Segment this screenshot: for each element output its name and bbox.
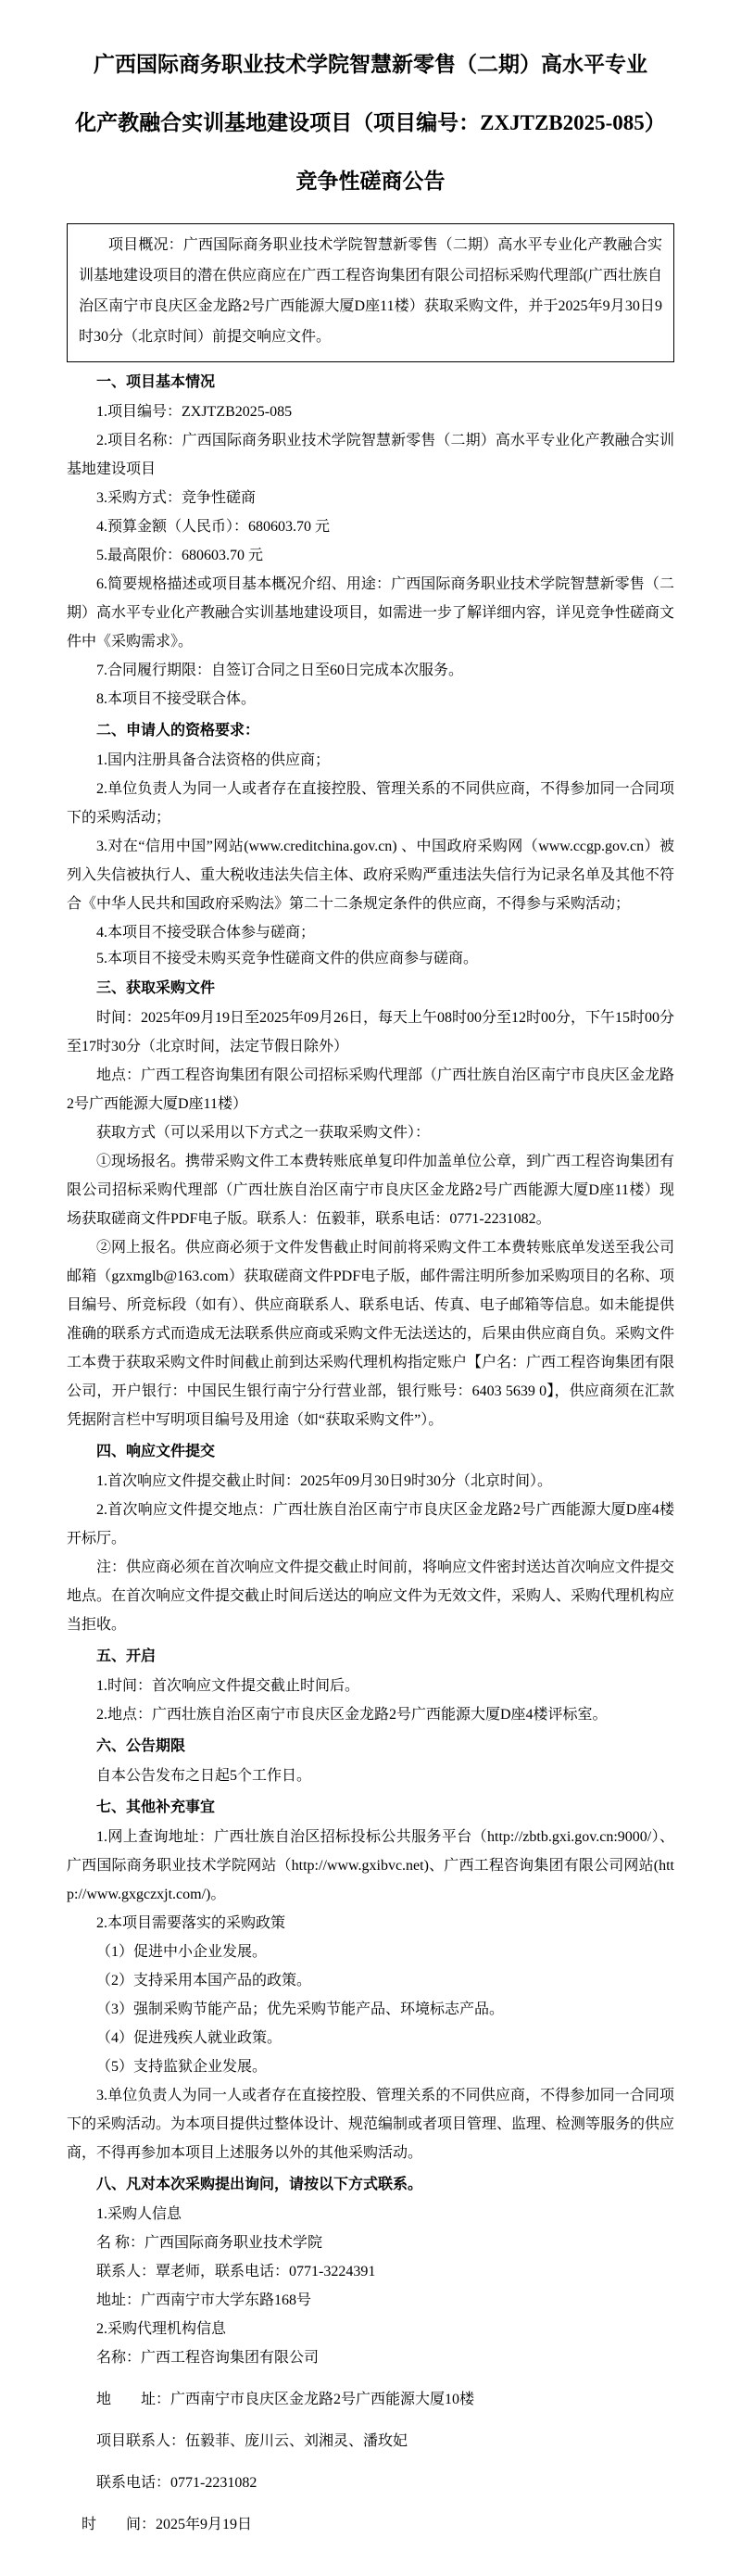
paragraph: （1）促进中小企业发展。 (96, 1944, 268, 1960)
section-heading: 七、其他补充事宜 (96, 1799, 216, 1815)
paragraph: 2.采购代理机构信息 (96, 2321, 227, 2337)
paragraph: ①现场报名。携带采购文件工本费转账底单复印件加盖单位公章，到广西工程咨询集团有限公司招标采购代理部（广西壮族自治区南宁市良庆区金龙路2号广西能源大厦D座11楼）现场获取磋商文件PDF电子版。联系人：伍毅菲，联系电话：0771-2231082。 (67, 1154, 675, 1227)
paragraph: （3）强制采购节能产品；优先采购节能产品、环境标志产品。 (96, 2001, 505, 2017)
paragraph: （2）支持采用本国产品的政策。 (96, 1973, 312, 1989)
paragraph: 注：供应商必须在首次响应文件提交截止时间前，将响应文件密封送达首次响应文件提交地点。在首次响应文件提交截止时间后送达的响应文件为无效文件，采购人、采购代理机构应当拒收。 (67, 1559, 675, 1633)
section-heading: 五、开启 (96, 1648, 157, 1664)
paragraph: 2.首次响应文件提交地点：广西壮族自治区南宁市良庆区金龙路2号广西能源大厦D座4楼开标厅。 (67, 1502, 674, 1547)
page-title-line-2: 化产教融合实训基地建设项目（项目编号：ZXJTZB2025-085） (75, 111, 666, 134)
page-title-line-1: 广西国际商务职业技术学院智慧新零售（二期）高水平专业 (94, 53, 647, 76)
project-overview-box (67, 223, 674, 362)
paragraph: 2.地点：广西壮族自治区南宁市良庆区金龙路2号广西能源大厦D座4楼评标室。 (96, 1707, 608, 1723)
page-title (67, 35, 674, 210)
section-heading: 八、凡对本次采购提出询问，请按以下方式联系。 (96, 2177, 423, 2192)
paragraph: 1.网上查询地址：广西壮族自治区招标投标公共服务平台（http://zbtb.gxi.gov.cn:9000/）、广西国际商务职业技术学院网站（http://www.gxibvc.net)、广西工程咨询集团有限公司网站(http://www.gxgczxjt.com/)。 (67, 1829, 674, 1902)
section-heading: 二、申请人的资格要求： (96, 723, 260, 739)
paragraph: 1.首次响应文件提交截止时间：2025年09月30日9时30分（北京时间）。 (96, 1473, 553, 1489)
paragraph: 名 称：广西国际商务职业技术学院 (96, 2235, 323, 2251)
paragraph: 2.本项目需要落实的采购政策 (96, 1915, 286, 1931)
paragraph: 4.本项目不接受联合体参与磋商； (96, 925, 316, 941)
project-overview-text: 项目概况：广西国际商务职业技术学院智慧新零售（二期）高水平专业化产教融合实训基地建设项目的潜在供应商应在广西工程咨询集团有限公司招标采购代理部(广西壮族自治区南宁市良庆区金龙路2号广西能源大厦D座11楼）获取采购文件，并于2025年9月30日9时30分（北京时间）前提交响应文件。 (79, 237, 662, 345)
paragraph: 自本公告发布之日起5个工作日。 (96, 1768, 312, 1784)
paragraph: 2.项目名称：广西国际商务职业技术学院智慧新零售（二期）高水平专业化产教融合实训基地建设项目 (67, 433, 674, 477)
paragraph: 地 址：广西南宁市良庆区金龙路2号广西能源大厦10楼 (96, 2392, 475, 2407)
paragraph: 项目联系人：伍毅菲、庞川云、刘湘灵、潘玫妃 (96, 2433, 408, 2449)
paragraph: 1.项目编号：ZXJTZB2025-085 (96, 404, 293, 420)
paragraph: 联系人：覃老师，联系电话：0771-3224391 (96, 2264, 376, 2279)
page-title-line-3: 竞争性磋商公告 (295, 170, 446, 193)
paragraph: （5）支持监狱企业发展。 (96, 2059, 268, 2075)
section-heading: 三、获取采购文件 (96, 980, 216, 996)
paragraph: ②网上报名。供应商必须于文件发售截止时间前将采购文件工本费转账底单发送至我公司邮箱（gzxmglb@163.com）获取磋商文件PDF电子版，邮件需注明所参加采购项目的名称、项目编号、所竞标段（如有）、供应商联系人、联系电话、传真、电子邮箱等信息。如未能提供准确的联系方式而造成无法联系供应商或采购文件无法送达的，后果由供应商自负。采购文件工本费于获取采购文件时间截止前到达采购代理机构指定账户【户名：广西工程咨询集团有限公司，开户银行：中国民生银行南宁分行营业部，银行账号：6403 5639 0】，供应商须在汇款凭据附言栏中写明项目编号及用途（如“获取采购文件”）。 (67, 1240, 675, 1428)
section-heading: 四、响应文件提交 (96, 1444, 216, 1459)
paragraph: 获取方式（可以采用以下方式之一获取采购文件）： (96, 1125, 431, 1141)
paragraph: 地址：广西南宁市大学东路168号 (96, 2292, 312, 2308)
section-heading: 一、项目基本情况 (96, 374, 216, 390)
paragraph: 5.最高限价：680603.70 元 (96, 548, 264, 563)
paragraph: 6.简要规格描述或项目基本概况介绍、用途：广西国际商务职业技术学院智慧新零售（二期）高水平专业化产教融合实训基地建设项目，如需进一步了解详细内容，详见竞争性磋商文件中《采购需求》。 (67, 576, 675, 650)
paragraph: 3.单位负责人为同一人或者存在直接控股、管理关系的不同供应商，不得参加同一合同项下的采购活动。为本项目提供过整体设计、规范编制或者项目管理、监理、检测等服务的供应商，不得再参加本项目上述服务以外的其他采购活动。 (67, 2088, 675, 2161)
paragraph: 时间：2025年09月19日至2025年09月26日，每天上午08时00分至12时00分，下午15时00分至17时30分（北京时间，法定节假日除外） (67, 1010, 675, 1054)
section-heading: 六、公告期限 (96, 1738, 186, 1754)
paragraph: 3.采购方式：竞争性磋商 (96, 490, 257, 506)
paragraph: 2.单位负责人为同一人或者存在直接控股、管理关系的不同供应商，不得参加同一合同项下的采购活动； (67, 781, 674, 826)
paragraph: 地点：广西工程咨询集团有限公司招标采购代理部（广西壮族自治区南宁市良庆区金龙路2号广西能源大厦D座11楼） (67, 1067, 675, 1112)
paragraph: 联系电话：0771-2231082 (96, 2475, 257, 2491)
paragraph: （4）促进残疾人就业政策。 (96, 2030, 283, 2046)
paragraph: 3.对在“信用中国”网站(www.creditchina.gov.cn) 、中国政府采购网（www.ccgp.gov.cn）被列入失信被执行人、重大税收违法失信主体、政府采购严重违法失信行为记录名单及其他不符合《中华人民共和国政府采购法》第二十二条规定条件的供应商，不得参与采购活动； (67, 839, 675, 912)
paragraph: 7.合同履行期限：自签订合同之日至60日完成本次服务。 (96, 663, 464, 678)
document-body (67, 368, 674, 2539)
paragraph: 名称：广西工程咨询集团有限公司 (96, 2350, 320, 2366)
paragraph: 5.本项目不接受未购买竞争性磋商文件的供应商参与磋商。 (96, 951, 479, 966)
paragraph: 8.本项目不接受联合体。 (96, 691, 257, 707)
paragraph: 4.预算金额（人民币）：680603.70 元 (96, 519, 331, 535)
paragraph: 1.国内注册具备合法资格的供应商； (96, 752, 331, 768)
document-date: 时 间：2025年9月19日 (82, 2517, 253, 2532)
paragraph: 1.采购人信息 (96, 2206, 182, 2222)
paragraph: 1.时间：首次响应文件提交截止时间后。 (96, 1678, 360, 1694)
